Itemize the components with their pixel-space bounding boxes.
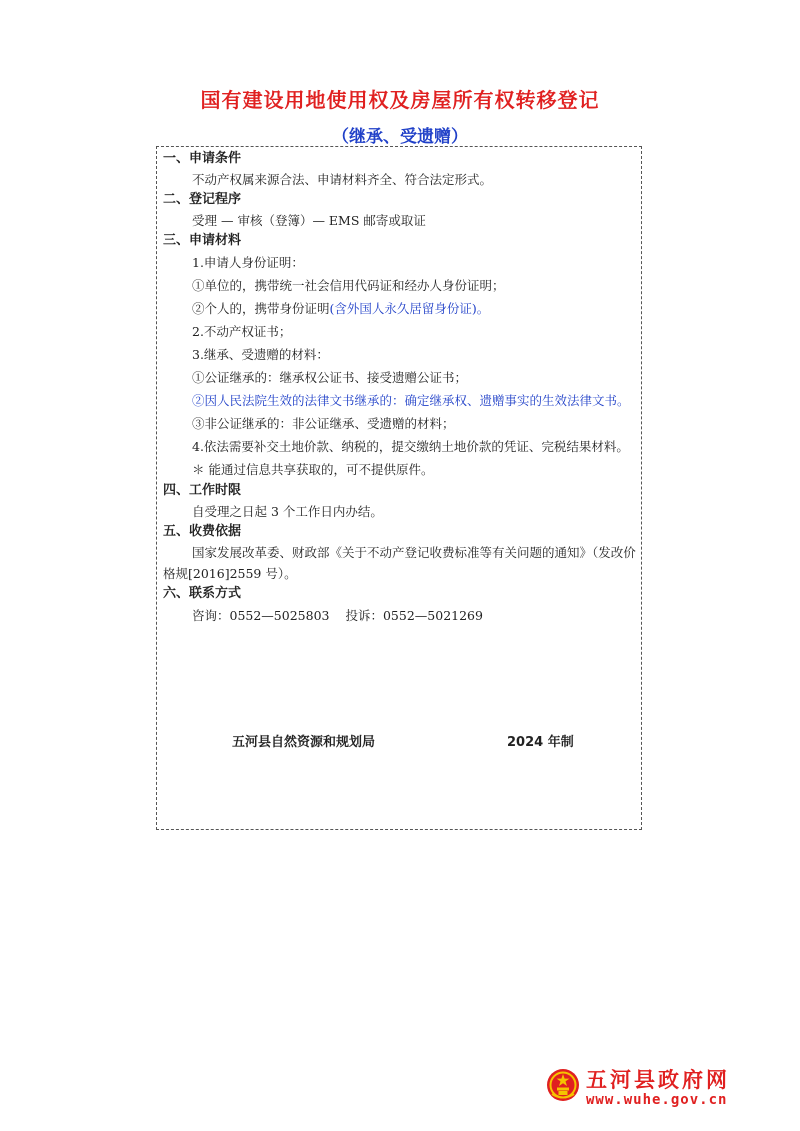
material-1b	[163, 297, 637, 320]
complaint-phone: 投诉：0552—5021269	[345, 608, 483, 623]
material-1b-note: (含外国人永久居留身份证)。	[329, 301, 490, 316]
procedure-text: 受理 — 审核（登簿）— EMS 邮寄或取证	[192, 213, 426, 228]
material-3a: ①公证继承的：继承权公证书、接受遗赠公证书；	[192, 370, 468, 385]
material-4: 4.依法需要补交土地价款、纳税的，提交缴纳土地价款的凭证、完税结果材料。	[192, 439, 629, 454]
section-heading-fee-basis: 五、收费依据	[163, 524, 242, 539]
footer-organization: 五河县自然资源和规划局	[232, 735, 376, 750]
section-heading-contact: 六、联系方式	[163, 586, 242, 601]
material-3c: ③非公证继承的：非公证继承、受遗赠的材料；	[192, 416, 455, 431]
content-body	[163, 149, 637, 628]
section-heading-conditions: 一、申请条件	[163, 151, 242, 166]
document-subtitle: （继承、受遗赠）	[332, 127, 468, 147]
material-2: 2.不动产权证书；	[192, 324, 292, 339]
material-1: 1.申请人身份证明：	[192, 255, 304, 270]
material-3: 3.继承、受遗赠的材料：	[192, 347, 329, 362]
time-limit-text: 自受理之日起 3 个工作日内办结。	[192, 504, 383, 519]
material-1b-text: ②个人的，携带身份证明	[192, 301, 330, 316]
material-1a: ①单位的，携带统一社会信用代码证和经办人身份证明；	[192, 278, 505, 293]
national-emblem-icon	[546, 1068, 580, 1102]
section-heading-time-limit: 四、工作时限	[163, 483, 242, 498]
site-name: 五河县政府网	[586, 1068, 730, 1092]
site-url: www.wuhe.gov.cn	[586, 1092, 728, 1108]
footer-year: 2024 年制	[507, 735, 574, 750]
section-heading-materials: 三、申请材料	[163, 233, 242, 248]
material-3b: ②因人民法院生效的法律文书继承的：确定继承权、遗赠事实的生效法律文书。	[192, 393, 630, 408]
document-title: 国有建设用地使用权及房屋所有权转移登记	[200, 88, 600, 112]
contact-line	[163, 604, 637, 628]
section-heading-procedure: 二、登记程序	[163, 192, 242, 207]
conditions-text: 不动产权属来源合法、申请材料齐全、符合法定形式。	[192, 172, 493, 187]
consult-phone: 咨询：0552—5025803	[192, 608, 330, 623]
fee-basis-text: 国家发展改革委、财政部《关于不动产登记收费标准等有关问题的通知》（发改价格规[2016]2559 号）。	[163, 545, 636, 581]
material-note: ＊ 能通过信息共享获取的，可不提供原件。	[192, 462, 434, 477]
